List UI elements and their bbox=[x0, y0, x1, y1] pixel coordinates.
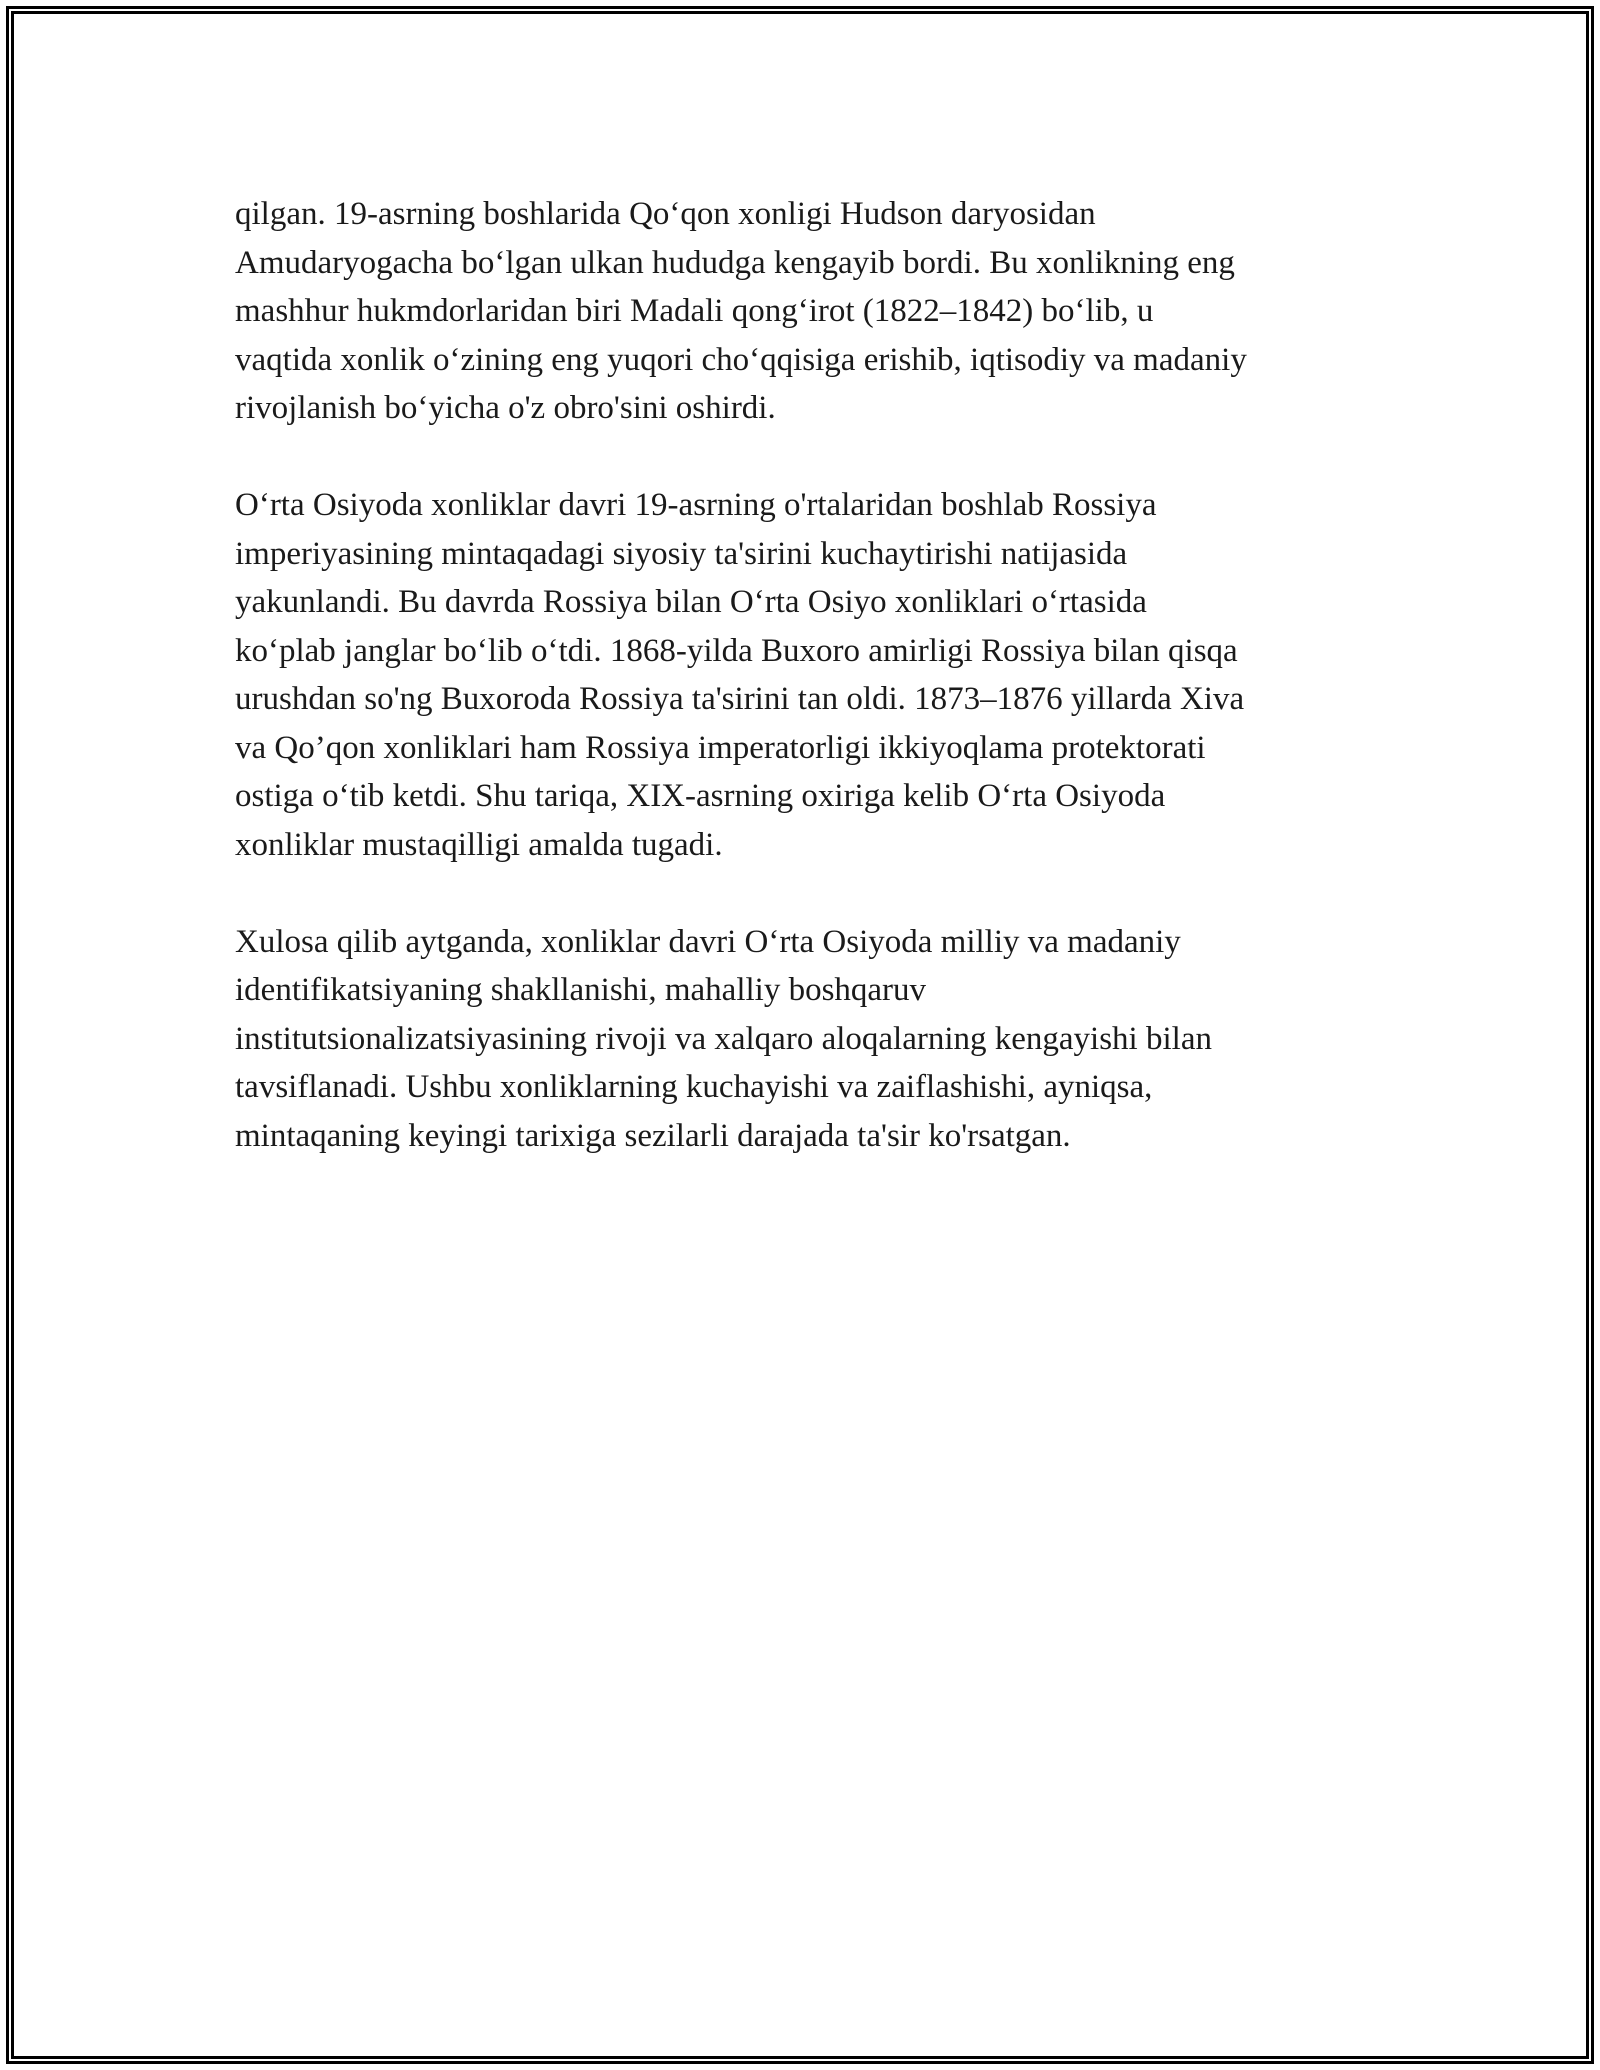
paragraph-qoqon-khanate: qilgan. 19-asrning boshlarida Qo‘qon xonligi Hudson daryosidan Amudaryogacha bo‘lgan ulkan hududga kengayib bordi. Bu xonlikning eng mashhur hukmdorlaridan biri Madali qong‘irot (1822–1842) bo‘lib, u vaqtida xonlik o‘zining eng yuqori cho‘qqisiga erishib, iqtisodiy va madaniy rivojlanish bo‘yicha o'z obro'sini oshirdi. bbox=[235, 196, 1247, 426]
paragraph-russian-conquest: O‘rta Osiyoda xonliklar davri 19-asrning o'rtalaridan boshlab Rossiya imperiyasining mintaqadagi siyosiy ta'sirini kuchaytirishi natijasida yakunlandi. Bu davrda Rossiya bilan O‘rta Osiyo xonliklari o‘rtasida ko‘plab janglar bo‘lib o‘tdi. 1868-yilda Buxoro amirligi Rossiya bilan qisqa urushdan so'ng Buxoroda Rossiya ta'sirini tan oldi. 1873–1876 yillarda Xiva va Qo’qon xonliklari ham Rossiya imperatorligi ikkiyoqlama protektorati ostiga o‘tib ketdi. Shu tariqa, XIX-asrning oxiriga kelib O‘rta Osiyoda xonliklar mustaqilligi amalda tugadi. bbox=[235, 487, 1245, 863]
document-body bbox=[235, 190, 1395, 1209]
paragraph-conclusion: Xulosa qilib aytganda, xonliklar davri O‘rta Osiyoda milliy va madaniy identifikatsiyaning shakllanishi, mahalliy boshqaruv institutsionalizatsiyasining rivoji va xalqaro aloqalarning kengayishi bilan tavsiflanadi. Ushbu xonliklarning kuchayishi va zaiflashishi, ayniqsa, mintaqaning keyingi tarixiga sezilarli darajada ta'sir ko'rsatgan. bbox=[235, 923, 1212, 1154]
